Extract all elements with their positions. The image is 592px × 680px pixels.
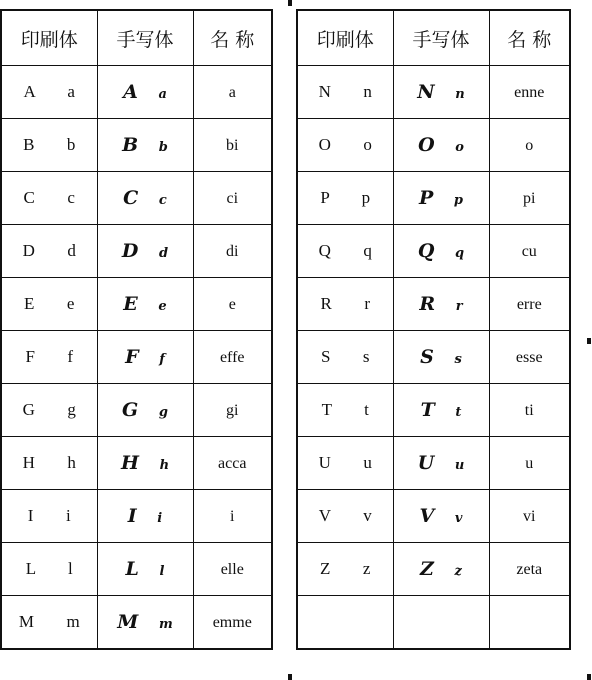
name-cell (193, 225, 272, 278)
hand-cell (393, 66, 489, 119)
print-letters: P p (320, 188, 371, 207)
print-cell (1, 172, 97, 225)
table-row (1, 331, 272, 384)
name-cell (193, 172, 272, 225)
hand-lower: o (455, 140, 464, 155)
header-print-label: 印刷体 (20, 28, 78, 51)
table-row (1, 437, 272, 490)
letter-name: pi (523, 190, 536, 207)
letter-name: vi (523, 508, 536, 525)
print-cell (1, 384, 97, 437)
header-name-label: 名 称 (507, 28, 552, 51)
hand-letters (420, 346, 462, 368)
print-letters: G g (22, 400, 76, 419)
hand-letters (117, 611, 172, 633)
name-cell (489, 66, 570, 119)
print-cell (1, 66, 97, 119)
print-letters: U u (318, 453, 372, 472)
print-letters: L l (25, 559, 73, 578)
hand-letters (421, 399, 462, 421)
table-row (1, 225, 272, 278)
print-cell (297, 331, 393, 384)
alphabet-table-left-body (1, 10, 272, 649)
print-cell (1, 490, 97, 543)
hand-cell (393, 278, 489, 331)
hand-lower: c (158, 193, 167, 208)
hand-lower: b (158, 140, 168, 155)
hand-lower: h (159, 458, 170, 473)
hand-cell (97, 384, 193, 437)
letter-name: gi (226, 402, 239, 419)
hand-cell (393, 331, 489, 384)
hand-lower: t (455, 405, 462, 420)
name-cell (489, 119, 570, 172)
scan-mark-right (587, 338, 591, 344)
header-hand (393, 10, 489, 66)
hand-cell (97, 490, 193, 543)
table-row (297, 384, 570, 437)
print-cell (297, 543, 393, 596)
hand-upper: O (418, 134, 435, 156)
table-row (297, 437, 570, 490)
letter-name: o (525, 137, 534, 154)
letter-name: bi (226, 137, 239, 154)
header-print (1, 10, 97, 66)
hand-letters (123, 293, 166, 315)
hand-upper: R (419, 293, 436, 315)
letter-name: a (228, 84, 236, 101)
name-cell (489, 596, 570, 650)
table-row (1, 119, 272, 172)
hand-cell (97, 543, 193, 596)
hand-lower: f (159, 352, 165, 367)
hand-upper: H (120, 452, 139, 474)
print-cell (297, 66, 393, 119)
header-hand-label: 手写体 (412, 28, 470, 51)
print-letters: H h (22, 453, 76, 472)
print-letters: B b (23, 135, 76, 154)
table-header-row (297, 10, 570, 66)
letter-name: elle (220, 561, 244, 578)
hand-cell (393, 225, 489, 278)
hand-cell (97, 437, 193, 490)
hand-letters (417, 81, 464, 103)
hand-lower: i (157, 511, 163, 526)
hand-lower: u (454, 458, 465, 473)
header-name-label: 名 称 (210, 28, 255, 51)
hand-cell (393, 490, 489, 543)
hand-cell (393, 384, 489, 437)
print-cell (297, 172, 393, 225)
table-row (1, 66, 272, 119)
name-cell (489, 437, 570, 490)
hand-letters (123, 187, 167, 209)
letter-name: effe (219, 349, 245, 366)
letter-name: di (226, 243, 239, 260)
name-cell (489, 543, 570, 596)
letter-name: i (230, 508, 235, 525)
print-cell (297, 278, 393, 331)
name-cell (489, 384, 570, 437)
name-cell (489, 278, 570, 331)
print-cell (297, 437, 393, 490)
alphabet-table-right (296, 9, 571, 650)
table-row (297, 490, 570, 543)
hand-lower: e (158, 299, 167, 314)
name-cell (489, 225, 570, 278)
scan-mark-bottom-right (587, 674, 591, 680)
header-name (489, 10, 570, 66)
print-cell (1, 331, 97, 384)
name-cell (193, 437, 272, 490)
name-cell (193, 490, 272, 543)
hand-upper: P (418, 187, 434, 209)
table-header-row (1, 10, 272, 66)
print-letters: D d (22, 241, 76, 260)
hand-cell (97, 119, 193, 172)
header-hand (97, 10, 193, 66)
table-row (1, 384, 272, 437)
print-letters: E e (24, 294, 75, 313)
hand-lower: g (158, 405, 168, 420)
letter-name: esse (515, 349, 543, 366)
hand-upper: G (122, 399, 139, 421)
table-row (1, 172, 272, 225)
print-letters: N n (318, 82, 372, 101)
print-letters: R r (320, 294, 370, 313)
print-cell (1, 225, 97, 278)
hand-upper: V (419, 505, 435, 527)
letter-name: ti (524, 402, 534, 419)
hand-lower: r (455, 299, 463, 314)
letter-name: u (525, 455, 534, 472)
hand-lower: v (454, 511, 463, 526)
table-row (297, 66, 570, 119)
hand-letters (122, 134, 168, 156)
hand-upper: Z (420, 558, 434, 580)
hand-cell (393, 172, 489, 225)
print-cell (1, 119, 97, 172)
hand-letters (126, 558, 165, 580)
hand-upper: C (123, 187, 139, 209)
print-cell (297, 119, 393, 172)
table-row (297, 278, 570, 331)
print-letters: Q q (318, 241, 372, 260)
hand-letters (420, 505, 463, 527)
name-cell (489, 172, 570, 225)
name-cell (193, 66, 272, 119)
header-print (297, 10, 393, 66)
letter-name: erre (516, 296, 542, 313)
hand-letters (122, 240, 168, 262)
hand-letters (121, 452, 169, 474)
print-letters: M m (18, 612, 80, 631)
print-cell (1, 437, 97, 490)
hand-lower: a (158, 87, 167, 102)
print-cell (297, 225, 393, 278)
print-cell (297, 490, 393, 543)
table-row (1, 596, 272, 650)
print-letters: T t (321, 400, 369, 419)
name-cell (489, 490, 570, 543)
hand-cell (97, 172, 193, 225)
table-row (297, 119, 570, 172)
print-letters: F f (25, 347, 74, 366)
hand-upper: N (417, 81, 435, 103)
hand-lower: l (159, 564, 165, 579)
hand-upper: F (125, 346, 139, 368)
hand-cell (393, 119, 489, 172)
table-row (1, 543, 272, 596)
hand-letters (419, 293, 462, 315)
hand-upper: B (122, 134, 139, 156)
hand-lower: n (455, 87, 465, 102)
name-cell (193, 596, 272, 650)
hand-letters (123, 81, 167, 103)
name-cell (193, 119, 272, 172)
letter-name: enne (514, 84, 545, 101)
table-row (1, 278, 272, 331)
hand-cell (97, 278, 193, 331)
hand-upper: T (420, 399, 435, 421)
table-row (297, 543, 570, 596)
hand-letters (418, 452, 465, 474)
table-row (297, 225, 570, 278)
print-letters: A a (23, 82, 75, 101)
print-letters: O o (318, 135, 372, 154)
hand-letters (418, 240, 464, 262)
hand-lower: d (159, 246, 169, 261)
hand-cell (97, 66, 193, 119)
hand-letters (122, 399, 168, 421)
name-cell (193, 278, 272, 331)
print-letters: S s (320, 347, 370, 366)
print-cell (1, 596, 97, 650)
print-cell (297, 384, 393, 437)
letter-name: e (228, 296, 236, 313)
hand-upper: I (127, 505, 137, 527)
hand-cell (97, 331, 193, 384)
name-cell (193, 331, 272, 384)
hand-lower: s (454, 352, 462, 367)
table-row (297, 172, 570, 225)
hand-letters (418, 134, 464, 156)
hand-lower: p (453, 193, 463, 208)
print-letters: V v (318, 506, 372, 525)
letter-name: ci (226, 190, 239, 207)
print-cell (1, 278, 97, 331)
hand-upper: U (417, 452, 435, 474)
hand-letters (128, 505, 162, 527)
hand-upper: L (125, 558, 139, 580)
print-cell (1, 543, 97, 596)
name-cell (489, 331, 570, 384)
print-cell (297, 596, 393, 650)
scan-mark-bottom-left (288, 674, 292, 680)
hand-lower: m (158, 617, 173, 632)
hand-cell (393, 543, 489, 596)
hand-upper: Q (417, 240, 435, 262)
print-letters: C c (23, 188, 75, 207)
letter-name: acca (218, 455, 247, 472)
hand-upper: E (123, 293, 138, 315)
name-cell (193, 384, 272, 437)
header-name (193, 10, 272, 66)
hand-letters (419, 187, 463, 209)
hand-letters (125, 346, 165, 368)
name-cell (193, 543, 272, 596)
letter-name: cu (521, 243, 537, 260)
print-letters: Z z (320, 559, 371, 578)
hand-cell (97, 225, 193, 278)
hand-lower: z (454, 564, 462, 579)
hand-cell (393, 437, 489, 490)
hand-letters (420, 558, 462, 580)
table-row (1, 490, 272, 543)
alphabet-table-left (0, 9, 273, 650)
hand-cell (393, 596, 489, 650)
letter-name: zeta (516, 561, 543, 578)
letter-name: emme (212, 614, 252, 631)
hand-upper: D (121, 240, 139, 262)
hand-cell (97, 596, 193, 650)
hand-letters (438, 611, 445, 633)
header-print-label: 印刷体 (316, 28, 374, 51)
hand-upper: S (420, 346, 434, 368)
table-row (297, 331, 570, 384)
header-hand-label: 手写体 (116, 28, 174, 51)
alphabet-table-right-body (297, 10, 570, 649)
hand-lower: q (455, 246, 465, 261)
scan-mark-top (288, 0, 292, 6)
hand-upper: A (123, 81, 138, 103)
print-letters: I i (27, 506, 71, 525)
hand-upper: M (117, 611, 139, 633)
table-row (297, 596, 570, 650)
